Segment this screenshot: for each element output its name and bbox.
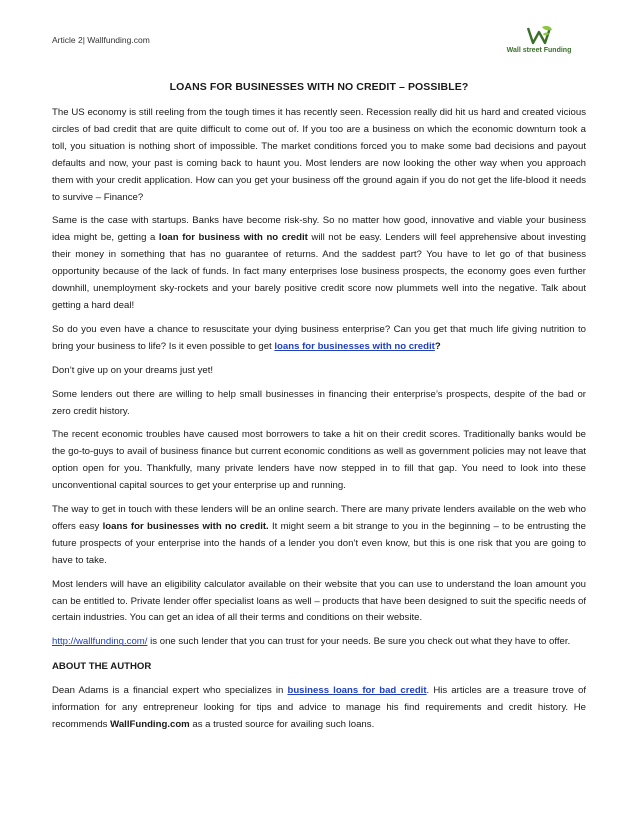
loans-no-credit-link[interactable]: loans for businesses with no credit bbox=[274, 340, 435, 352]
header-article-label: Article 2| Wallfunding.com bbox=[52, 35, 150, 45]
article-title: LOANS FOR BUSINESSES WITH NO CREDIT – POSSIBLE? bbox=[169, 81, 469, 93]
paragraph-5: Some lenders out there are willing to help small businesses in financing their enterprise’s prospects, despite of the bad or zero credit history. bbox=[52, 388, 586, 417]
paragraph-6: The recent economic troubles have caused most borrowers to take a hit on their credit scores. Traditionally banks would be the go-to-guys to avail of business finance but current economic conditions as well as government policies may not leave that option open for you. Thankfully, many private lenders have now stepped in to fill that gap. You need to look into these unconventional capital sources to get your enterprise up and running. bbox=[52, 429, 586, 492]
bold-keyword: loan for business with no credit bbox=[158, 232, 308, 244]
text-segment: . His articles are a treasure trove of information for any entrepreneur looking for tips and advice to manage his find requirements and credit history. He recommends bbox=[52, 685, 587, 730]
paragraph-3 bbox=[52, 322, 586, 356]
logo-text: Wall street Funding bbox=[506, 47, 572, 54]
document-page bbox=[52, 0, 586, 741]
bold-keyword: WallFunding.com bbox=[110, 719, 190, 730]
wall-street-funding-logo bbox=[492, 24, 586, 58]
text-segment: ? bbox=[434, 340, 441, 352]
paragraph-1: The US economy is still reeling from the tough times it has recently seen. Recession really did hit us hard and created vicious circles of bad credit that are quite difficult to come out of. If you too are a business on which the economic downturn took a toll, you situation is nothing short of impossible. The market conditions forced you to make some bad decisions and payout defaults and now, your past is coming back to haunt you. Most lenders are now looking the other way when you approach them with your credit application. How can you get your business off the ground again if you do not get the life-blood it needs to survive – Finance? bbox=[52, 107, 586, 203]
text-segment: The way to get in touch with these lenders will be an online search. There are many private lenders available on the web who offers easy bbox=[52, 504, 586, 532]
paragraph-9 bbox=[52, 634, 586, 651]
paragraph-2 bbox=[52, 213, 586, 314]
text-segment: So do you even have a chance to resuscitate your dying business enterprise? Can you get that much life giving nutrition to bring your business to life? Is it even possible to get bbox=[52, 323, 586, 352]
business-loans-bad-credit-link[interactable]: business loans for bad credit bbox=[287, 685, 427, 697]
paragraph-7 bbox=[52, 502, 586, 570]
bold-keyword: loans for businesses with no credit. bbox=[102, 520, 269, 532]
text-segment: as a trusted source for availing such loans. bbox=[189, 719, 375, 730]
text-segment: Same is the case with startups. Banks have become risk-shy. So no matter how good, innovative and viable your business idea might be, getting a bbox=[52, 215, 586, 244]
text-segment: Dean Adams is a financial expert who specializes in bbox=[52, 685, 288, 697]
paragraph-4: Don’t give up on your dreams just yet! bbox=[52, 364, 214, 376]
page-header bbox=[52, 0, 586, 70]
text-segment: will not be easy. Lenders will feel apprehensive about investing their money in something that has no guarantee of returns. And the saddest part? You have to let go of that business opportunity because of the lack of funds. In fact many enterprises lose business prospects, the economy goes even further downhill, unemployment sky-rockets and your barely positive credit score now plummets well into the negative. Talk about getting a hard deal! bbox=[52, 232, 586, 311]
w-leaf-logo-icon bbox=[524, 24, 554, 46]
text-segment: It might seem a bit strange to you in the beginning – to be entrusting the future prospects of your enterprise into the hands of a lender you don’t even know, but this is one risk that you are going to have to take. bbox=[52, 520, 586, 566]
paragraph-author bbox=[52, 683, 586, 734]
about-author-heading: ABOUT THE AUTHOR bbox=[52, 661, 152, 673]
text-segment: is one such lender that you can trust for your needs. Be sure you check out what they have to offer. bbox=[147, 636, 571, 648]
paragraph-8: Most lenders will have an eligibility calculator available on their website that you can use to understand the loan amount you can be entitled to. Private lender offer specialist loans as well – products that have been designed to suit the specific needs of certain industries. You can get an idea of all their terms and conditions on their website. bbox=[52, 578, 586, 624]
wallfunding-url-link[interactable]: http://wallfunding.com/ bbox=[52, 636, 148, 648]
